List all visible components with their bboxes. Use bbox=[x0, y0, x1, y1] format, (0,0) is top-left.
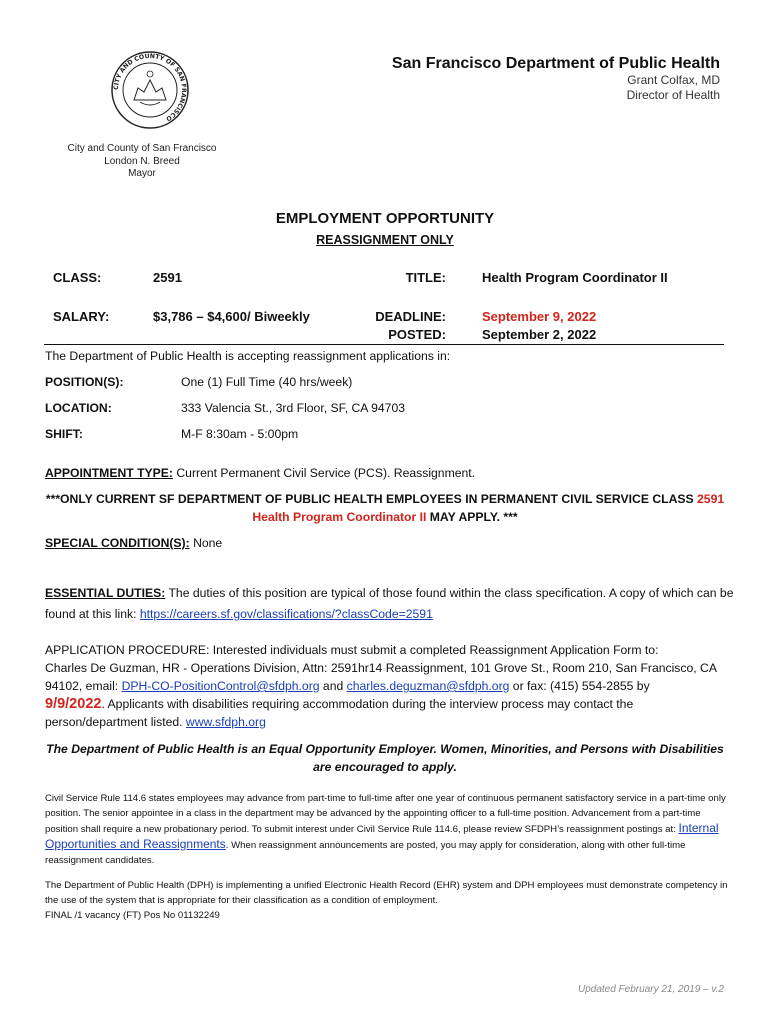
email-link-deguzman[interactable]: charles.deguzman@sfdph.org bbox=[346, 679, 510, 693]
application-contact bbox=[45, 659, 735, 695]
posted-value: September 2, 2022 bbox=[482, 327, 597, 342]
appointment-label: APPOINTMENT TYPE: bbox=[45, 466, 173, 480]
special-text: None bbox=[189, 536, 223, 550]
department-header bbox=[392, 55, 720, 103]
notice-class: 2591 bbox=[697, 492, 725, 506]
divider bbox=[44, 344, 724, 345]
position-label: POSITION(S): bbox=[45, 375, 124, 389]
application-address: Charles De Guzman, HR - Operations Division, Attn: 2591hr14 Reassignment, 101 Grove St., Room 210, San Francisco, CA 94102, email: bbox=[45, 661, 717, 693]
special-conditions bbox=[45, 534, 735, 552]
director-name: Grant Colfax, MD bbox=[627, 73, 720, 87]
department-name: San Francisco Department of Public Health bbox=[391, 55, 720, 72]
city-seal-logo bbox=[110, 50, 190, 130]
vacancy-info: FINAL /1 vacancy (FT) Pos No 01132249 bbox=[45, 910, 220, 921]
accommodation-text: . Applicants with disabilities requiring accommodation during the interview process may contact the person/department listed. bbox=[45, 697, 634, 729]
page-subtitle: REASSIGNMENT ONLY bbox=[316, 233, 454, 247]
application-line1: APPLICATION PROCEDURE: Interested individuals must submit a completed Reassignment Application Form to: bbox=[45, 643, 659, 657]
application-deadline bbox=[45, 695, 735, 731]
civil-service-rule bbox=[45, 791, 735, 868]
notice-text-2: MAY APPLY. *** bbox=[426, 510, 518, 524]
deadline-value: September 9, 2022 bbox=[482, 309, 597, 324]
and-text: and bbox=[319, 679, 347, 693]
eoe-statement: The Department of Public Health is an Equal Opportunity Employer. Women, Minorities, and Persons with Disabilities are encouraged to apply. bbox=[46, 742, 724, 774]
class-label: CLASS: bbox=[53, 270, 102, 285]
notice-title: Health Program Coordinator II bbox=[252, 510, 427, 524]
mayor-title: Mayor bbox=[128, 168, 156, 179]
director-title: Director of Health bbox=[626, 88, 720, 102]
svg-text:CITY AND COUNTY OF SAN FRANCIS: CITY AND COUNTY OF SAN FRANCISCO bbox=[112, 52, 188, 123]
ehr-text: The Department of Public Health (DPH) is implementing a unified Electronic Health Record (EHR) system and DPH employees must demonstrate competency in the use of the system that is appropriate for their classification as a condition of employment. bbox=[45, 880, 728, 906]
shift-value: M-F 8:30am - 5:00pm bbox=[181, 427, 299, 441]
salary-label: SALARY: bbox=[53, 309, 110, 324]
shift-label: SHIFT: bbox=[45, 427, 83, 441]
location-value: 333 Valencia St., 3rd Floor, SF, CA 94703 bbox=[181, 401, 406, 415]
page-title: EMPLOYMENT OPPORTUNITY bbox=[275, 210, 495, 227]
appointment-type bbox=[45, 464, 735, 482]
deadline-label: DEADLINE: bbox=[375, 309, 446, 324]
class-value: 2591 bbox=[153, 270, 182, 285]
essential-duties bbox=[45, 583, 735, 625]
internal-opportunities-link[interactable]: Internal Opportunities and Reassignments bbox=[45, 821, 719, 851]
duties-label: ESSENTIAL DUTIES: bbox=[45, 586, 166, 600]
appointment-text: Current Permanent Civil Service (PCS). Reassignment. bbox=[172, 466, 476, 480]
sfdph-website-link[interactable]: www.sfdph.org bbox=[185, 715, 266, 729]
mayor-name: London N. Breed bbox=[104, 155, 180, 167]
application-procedure bbox=[45, 641, 735, 731]
title-label: TITLE: bbox=[405, 270, 446, 285]
city-name: City and County of San Francisco bbox=[67, 143, 217, 154]
email-link-position-control[interactable]: DPH-CO-PositionControl@sfdph.org bbox=[121, 679, 320, 693]
notice-text-1: ***ONLY CURRENT SF DEPARTMENT OF PUBLIC HEALTH EMPLOYEES IN PERMANENT CIVIL SERVICE CLASS bbox=[45, 492, 698, 506]
class-spec-link[interactable]: https://careers.sf.gov/classifications/?classCode=2591 bbox=[139, 607, 433, 621]
duties-text: The duties of this position are typical of those found within the class specification. A copy of which can be found at this link: bbox=[45, 586, 734, 621]
eligibility-notice bbox=[45, 490, 725, 526]
position-value: One (1) Full Time (40 hrs/week) bbox=[181, 375, 353, 389]
location-label: LOCATION: bbox=[45, 401, 112, 415]
special-label: SPECIAL CONDITION(S): bbox=[45, 536, 190, 550]
civil-service-text: Civil Service Rule 114.6 states employees may advance from part-time to full-time after one year of continuous permanent satisfactory service in a part-time only position. The senior appointee in a class in the department may be advanced by the appointing officer to a full-time position. Advancement from a part-time position shall require a new probationary period. To submit interest under Civil Service Rule 114.6, please review SFDPH’s reassignment postings at: bbox=[45, 793, 726, 835]
application-date: 9/9/2022 bbox=[45, 696, 102, 712]
city-block bbox=[52, 143, 232, 181]
civil-service-tail: . When reassignment announcements are posted, you may apply for consideration, along with other full-time reassignment candidates. bbox=[45, 840, 686, 866]
posted-label: POSTED: bbox=[388, 327, 446, 342]
salary-value: $3,786 – $4,600/ Biweekly bbox=[153, 309, 310, 324]
intro-text: The Department of Public Health is accepting reassignment applications in: bbox=[45, 349, 451, 363]
title-value: Health Program Coordinator II bbox=[482, 270, 668, 285]
ehr-notice bbox=[45, 878, 735, 923]
updated-footer: Updated February 21, 2019 – v.2 bbox=[577, 984, 724, 995]
fax-text: or fax: (415) 554-2855 by bbox=[509, 679, 650, 693]
